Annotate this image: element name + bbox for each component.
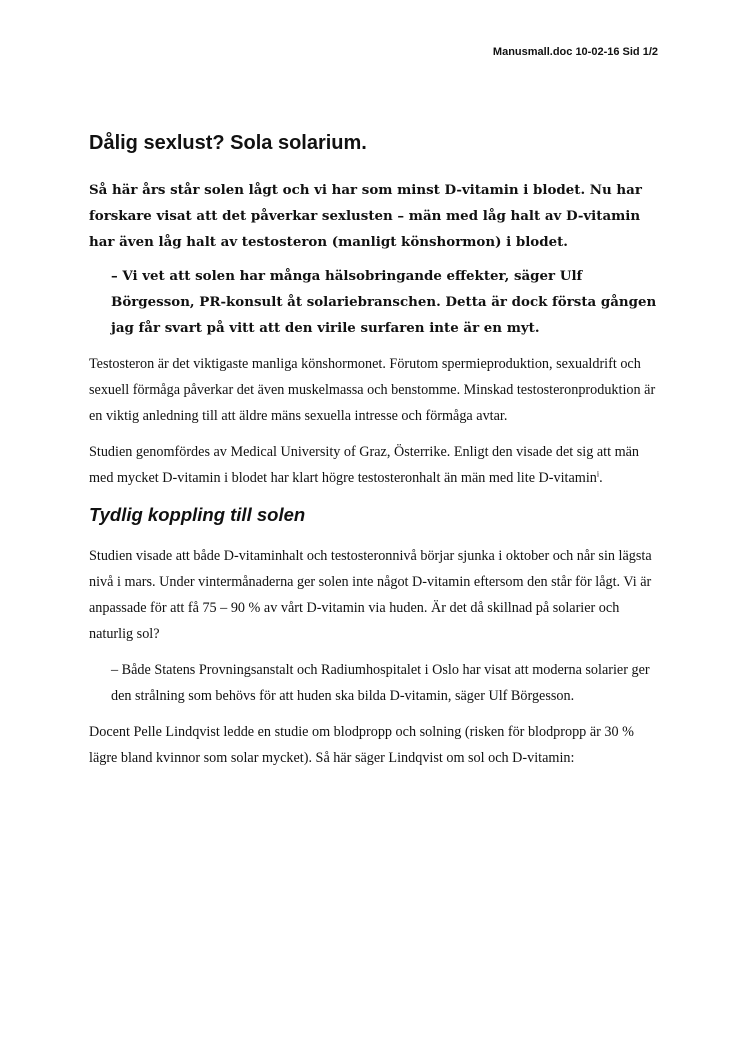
body-paragraph-2-text: Studien genomfördes av Medical University of Graz, Österrike. Enligt den visade det sig att män med mycket D-vitamin i blodet har klart högre testosteronhalt än män med lite D-vitamin (89, 444, 640, 486)
footnote-marker: i (596, 469, 600, 479)
body-paragraph-2 (89, 439, 664, 491)
lead-quote: – Vi vet att solen har många hälsobringande effekter, säger Ulf Börgesson, PR-konsult åt solariebranschen. Detta är dock första gången jag får svart på vitt att den virile surfaren inte är en myt. (111, 268, 657, 336)
body-paragraph-3: Studien visade att både D-vitaminhalt och testosteronnivå börjar sjunka i oktober och når sin lägsta nivå i mars. Under vintermånaderna ger solen inte något D-vitamin eftersom den står för lågt. Vi är anpassade för att få 75 – 90 % av vårt D-vitamin via huden. Är det då skillnad på solarier och naturlig sol? (89, 548, 652, 642)
lead-paragraph: Så här års står solen lågt och vi har som minst D-vitamin i blodet. Nu har forskare visat att det påverkar sexlusten – män med låg halt av D-vitamin har även låg halt av testosteron (manligt könshormon) i blodet. (89, 182, 642, 250)
body-quote: – Både Statens Provningsanstalt och Radiumhospitalet i Oslo har visat att moderna solarier ger den strålning som behövs för att huden ska bilda D-vitamin, säger Ulf Börgesson. (111, 662, 650, 704)
body-paragraph-2-end: . (599, 470, 603, 486)
article-title: Dålig sexlust? Sola solarium. (89, 132, 367, 154)
document-body (89, 128, 664, 781)
document-header-meta: Manusmall.doc 10-02-16 Sid 1/2 (492, 46, 658, 58)
body-paragraph-1: Testosteron är det viktigaste manliga könshormonet. Förutom spermieproduktion, sexualdrift och sexuell förmåga påverkar det även muskelmassa och benstomme. Minskad testosteronproduktion är en viktig anledning till att äldre mäns sexuella intresse och förmåga avtar. (89, 356, 656, 424)
body-paragraph-4: Docent Pelle Lindqvist ledde en studie om blodpropp och solning (risken för blodpropp är 30 % lägre bland kvinnor som solar mycket). Så här säger Lindqvist om sol och D-vitamin: (89, 724, 634, 766)
section-subheading: Tydlig koppling till solen (89, 504, 306, 525)
